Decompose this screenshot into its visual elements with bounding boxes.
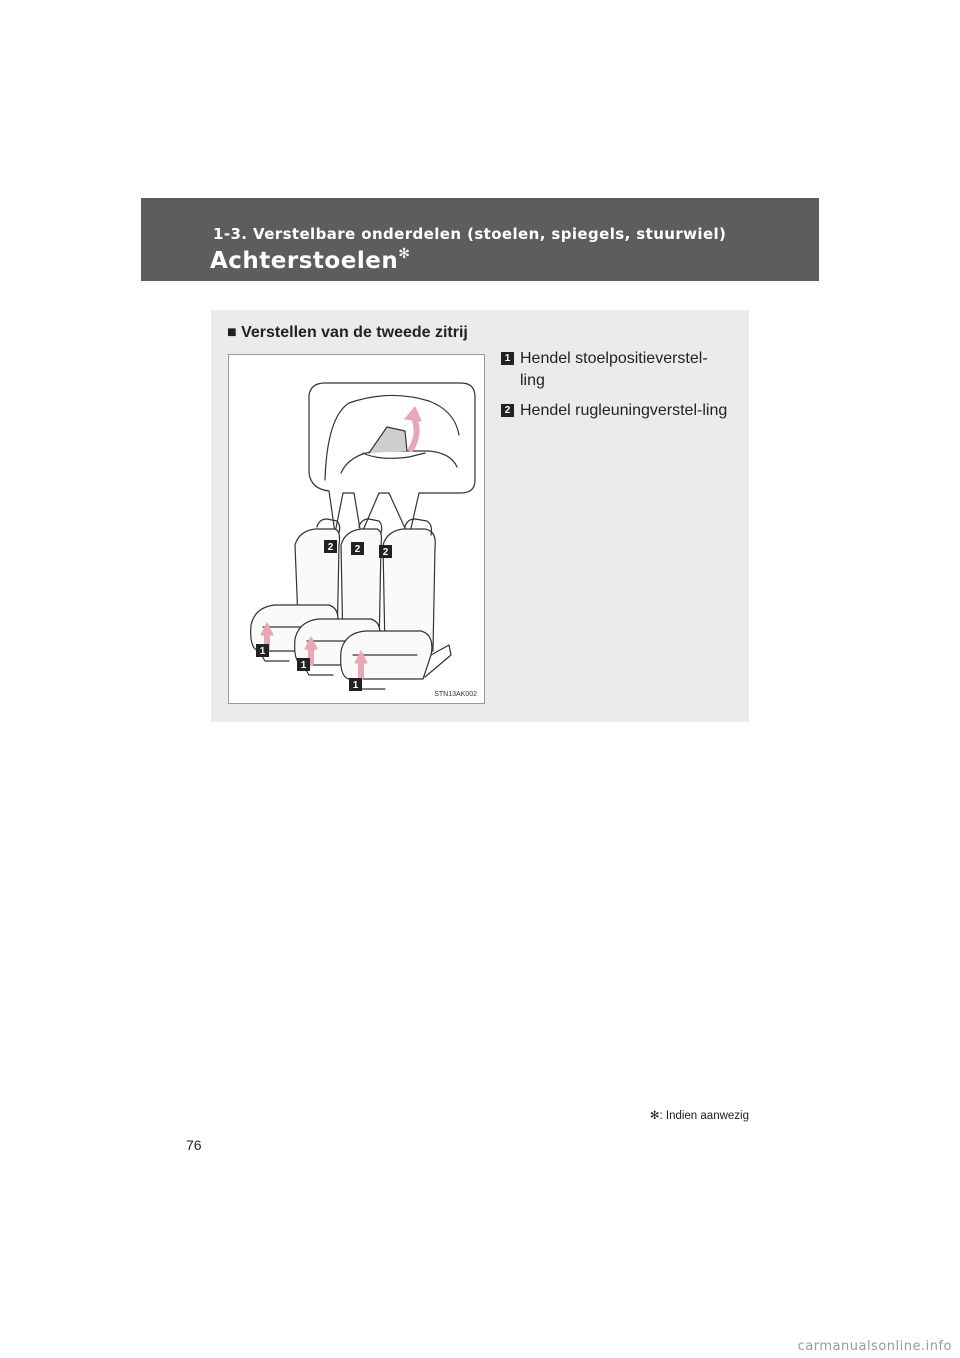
legend-item-seat-position-lever [501,348,731,392]
callout-2-left: 2 [327,542,334,553]
chapter-header [141,198,819,281]
legend-number: 1 [501,352,514,365]
page-title [210,248,410,274]
legend [501,348,731,430]
page-number: 76 [186,1137,202,1153]
legend-text: Hendel rugleuningverstel-ling [520,402,728,419]
seat-illustration [228,354,485,704]
footnote: ✻: Indien aanwezig [649,1110,749,1122]
callout-2-right: 2 [382,547,389,558]
legend-text: Hendel stoelpositieverstel-ling [520,350,708,389]
callout-1-right: 1 [352,680,359,691]
callout-1-left: 1 [259,646,266,657]
optional-mark: ✻ [398,246,411,262]
callout-1-middle: 1 [300,660,307,671]
section-heading: ■ Verstellen van de tweede zitrij [227,324,468,341]
legend-item-seatback-lever [501,400,731,422]
legend-number: 2 [501,404,514,417]
figure-code: STN13AK002 [434,691,477,698]
callout-2-middle: 2 [354,544,361,555]
watermark: carmanualsonline.info [797,1339,952,1354]
chapter-title: 1-3. Verstelbare onderdelen (stoelen, spiegels, stuurwiel) [213,225,727,243]
seat-drawing [229,355,484,703]
page-title-text: Achterstoelen [210,248,399,274]
content-panel [211,310,749,722]
